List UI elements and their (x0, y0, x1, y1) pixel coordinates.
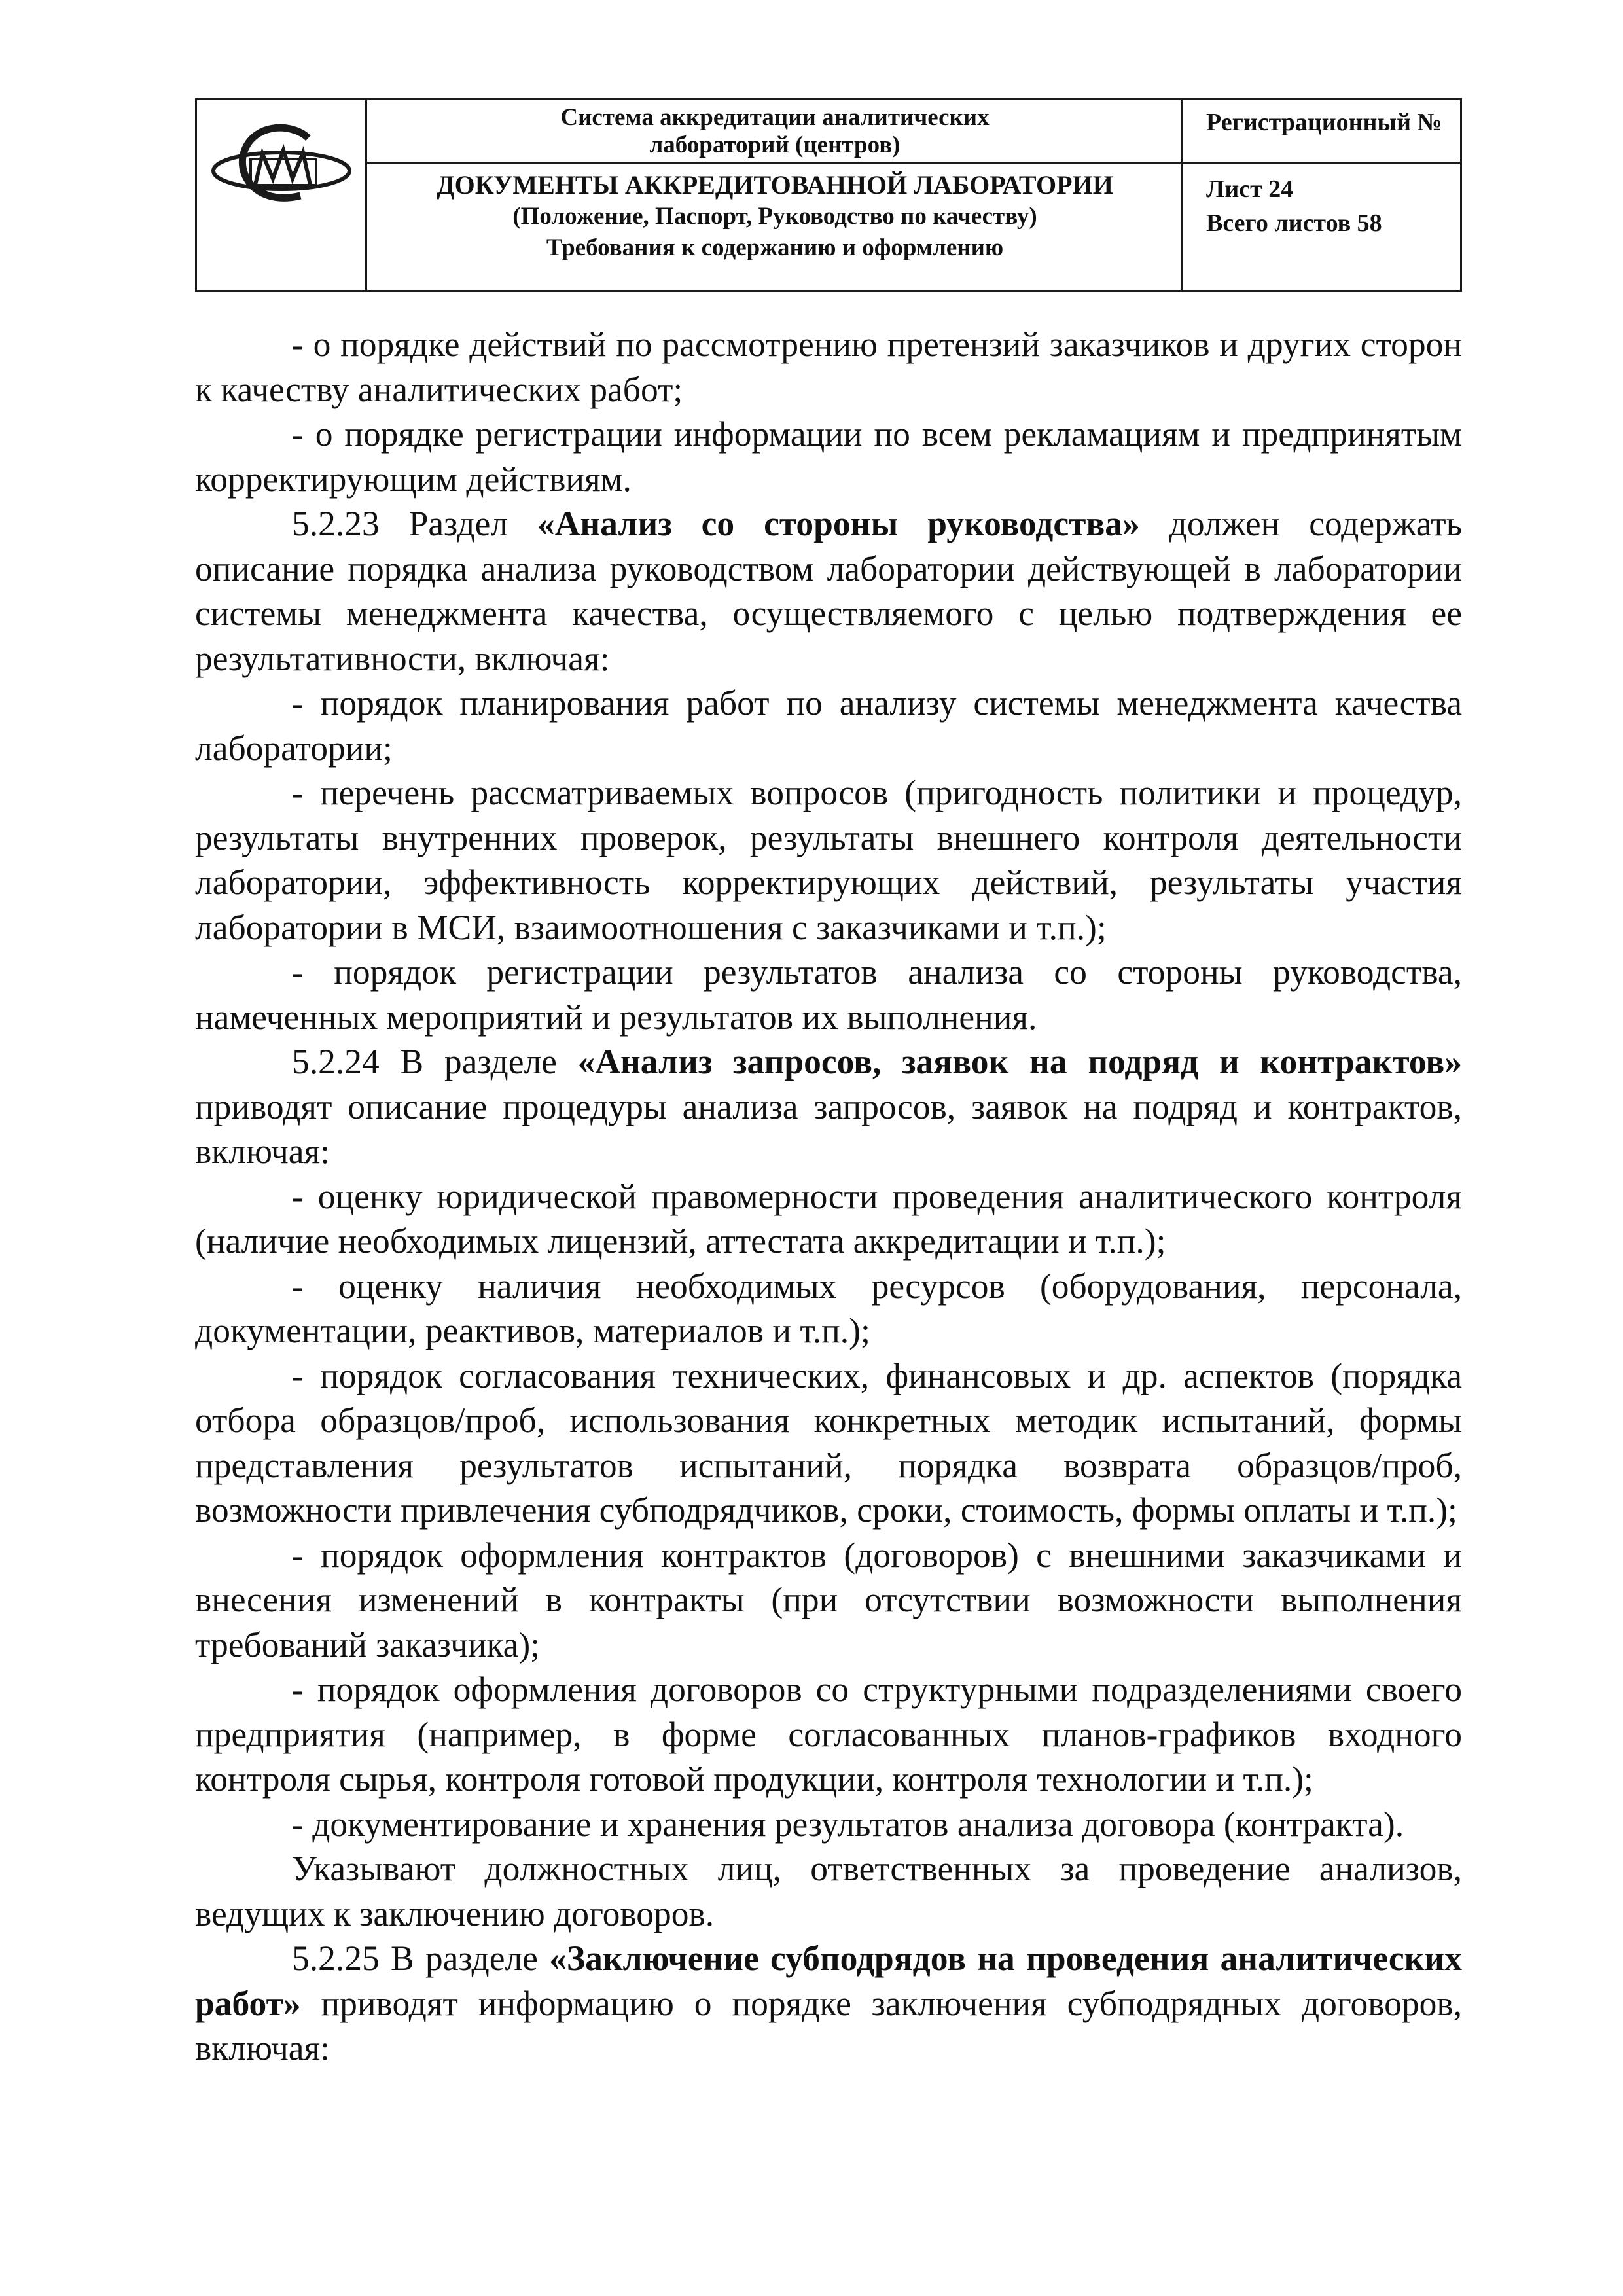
paragraph: - о порядке действий по рассмотрению претензий заказчиков и других сторон к качеству аналитических работ; (195, 325, 1462, 409)
section-heading: «Анализ со стороны руководства» (537, 504, 1140, 543)
list-item: - порядок согласования технических, финансовых и др. аспектов (порядка отбора образцов/проб, использования конкретных методик испытаний, формы представления результатов испытаний, порядка возврата образцов/проб, возможности привлечения субподрядчиков, сроки, стоимость, формы оплаты и т.п.); (195, 1355, 1462, 1530)
list-item: - оценку наличия необходимых ресурсов (оборудования, персонала, документации, реактивов, материалов и т.п.); (195, 1266, 1462, 1350)
header-divider (1181, 100, 1183, 290)
section-number: 5.2.25 В разделе (292, 1939, 550, 1978)
section-text: должен содержать описание порядка анализа руководством лаборатории действующей в лаборатории системы менеджмента качества, осуществляемого с целью подтверждения ее результативности, включая: (195, 504, 1462, 678)
section-number: 5.2.24 В разделе (292, 1042, 578, 1081)
list-item: - оценку юридической правомерности проведения аналитического контроля (наличие необходимых лицензий, аттестата аккредитации и т.п.); (195, 1176, 1462, 1261)
section-5-2-25 (195, 1936, 1462, 2071)
header-divider (367, 162, 1460, 164)
list-item: - порядок оформления контрактов (договоров) с внешними заказчиками и внесения изменений в контракты (при отсутствии возможности выполнения требований заказчика); (195, 1535, 1462, 1664)
paragraph: - о порядке регистрации информации по всем рекламациям и предпринятым корректирующим действиям. (195, 414, 1462, 499)
system-name-line: лабораторий (центров) (649, 132, 901, 158)
accreditation-system-logo-icon (209, 118, 354, 217)
section-heading: «Анализ запросов, заявок на подряд и контрактов» (577, 1042, 1462, 1081)
section-5-2-23 (195, 501, 1462, 681)
list-item: - порядок оформления договоров со структурными подразделениями своего предприятия (например, в форме согласованных планов-графиков входного контроля сырья, контроля готовой продукции, контроля технологии и т.п.); (195, 1670, 1462, 1799)
total-sheets: Всего листов 58 (1206, 209, 1382, 237)
paragraph: Указывают должностных лиц, ответственных за проведение анализов, ведущих к заключению договоров. (195, 1849, 1462, 1933)
document-requirements: Требования к содержанию и оформлению (546, 234, 1004, 261)
document-subtitle: (Положение, Паспорт, Руководство по качеству) (512, 203, 1037, 230)
document-title-block (371, 166, 1179, 290)
list-item: - порядок регистрации результатов анализа со стороны руководства, намеченных мероприятий и результатов их выполнения. (195, 952, 1462, 1037)
document-title: ДОКУМЕНТЫ АККРЕДИТОВАННОЙ ЛАБОРАТОРИИ (437, 170, 1113, 200)
system-name (371, 104, 1179, 162)
section-heading: «Заключение субподрядов на проведения аналитических работ» (195, 1939, 1462, 2023)
registration-number: Регистрационный № (1206, 109, 1442, 136)
system-name-line: Система аккредитации аналитических (560, 104, 990, 131)
document-header-table (195, 98, 1462, 292)
sheet-number: Лист 24 (1206, 175, 1294, 203)
section-5-2-24 (195, 1039, 1462, 1174)
document-body (195, 322, 1462, 2071)
section-number: 5.2.23 Раздел (292, 504, 537, 543)
logo-cell (197, 100, 367, 290)
list-item: - порядок планирования работ по анализу системы менеджмента качества лаборатории; (195, 683, 1462, 768)
section-text: приводят информацию о порядке заключения субподрядных договоров, включая: (195, 1983, 1462, 2068)
section-text: приводят описание процедуры анализа запросов, заявок на подряд и контрактов, включая: (195, 1086, 1462, 1171)
list-item: - документирование и хранения результатов анализа договора (контракта). (292, 1804, 1404, 1844)
sheet-info (1185, 166, 1460, 290)
list-item: - перечень рассматриваемых вопросов (пригодность политики и процедур, результаты внутренних проверок, результаты внешнего контроля деятельности лаборатории, эффективность корректирующих действий, результаты участия лаборатории в МСИ, взаимоотношения с заказчиками и т.п.); (195, 773, 1462, 947)
